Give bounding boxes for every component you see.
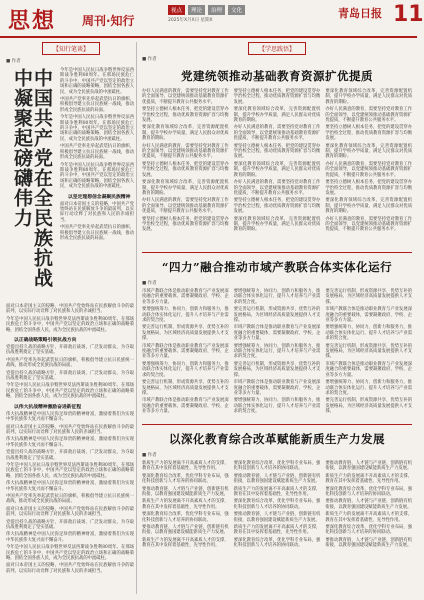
paragraph: 党提出持久战的战略方针，开辟敌后战场，广泛发动群众，为夺取抗战胜利奠定了坚实基础。 [6, 450, 134, 461]
paragraph: 办好人民满意的教育，需要坚持党对教育工作的全面领导，以党建统领推动基础教育资源扩优提质，不断提升教育公共服务水平。 [325, 216, 413, 233]
paragraph: 要深化教育综合改革，优化学科专业布局，强化科技创新与人才培养的协同联动。 [142, 512, 229, 523]
article-1 [142, 54, 412, 235]
paragraph: 要增强统筹力、协同力、创新力和服务力，推动联合体实体化运行，提升人才培养与产业需求的契合度。 [142, 361, 229, 378]
paragraph: 新质生产力的发展离不开高素质人才的支撑，教育在其中发挥着基础性、先导性作用。 [142, 499, 229, 510]
paragraph: 要完善运行机制，形成资源共享、优势互补的发展格局，为区域经济高质量发展提供人才支撑。 [325, 289, 413, 305]
paragraph: 今年是中国人民抗日战争暨世界反法西斯战争胜利80周年。在那场民族危亡的斗争中，中国共产党以坚定的政治立场和正确的战略策略，团结全国各族人民，成为全民族抗战的中流砥柱。 [6, 383, 134, 400]
paragraph: 要深化教育领域综合改革，完善资源配置机制，提升学校办学质量，满足人民群众对优质教育的期盼。 [233, 216, 321, 233]
paragraph: 办好人民满意的教育，需要坚持党对教育工作的全面领导，以党建统领推动基础教育资源扩优提质，不断提升教育公共服务水平。 [325, 107, 413, 124]
paragraph: 要增强统筹力、协同力、创新力和服务力，推动联合体实体化运行，提升人才培养与产业需求的契合度。 [142, 307, 229, 324]
paragraph: 面对日本帝国主义的侵略，中国共产党始终站在民族解放斗争的最前列，以实际行动诠释了对民族和人民的赤诚担当。 [60, 201, 134, 223]
paragraph: 要增强统筹力、协同力、创新力和服务力，推动联合体实体化运行，提升人才培养与产业需求的契合度。 [233, 398, 321, 415]
paragraph: 市域产教联合体是推动职业教育与产业发展深度融合的重要载体，需要凝聚政府、学校、企业等多方力量。 [233, 325, 321, 342]
paragraph: 要增强统筹力、协同力、创新力和服务力，推动联合体实体化运行，提升人才培养与产业需求的契合度。 [325, 380, 413, 396]
paragraph: 新质生产力的发展离不开高素质人才的支撑，教育在其中发挥着基础性、先导性作用。 [142, 461, 229, 472]
paragraph: 今年是中国人民抗日战争暨世界反法西斯战争胜利80周年。在那场民族危亡的斗争中，中国共产党以坚定的政治立场和正确的战略策略，团结全国各族人民，成为全民族抗战的中流砥柱。 [6, 462, 134, 479]
paragraph: 党提出持久战的战略方针，开辟敌后战场，广泛发动群众，为夺取抗战胜利奠定了坚实基础。 [6, 370, 134, 382]
author-line: ■ 作者 [142, 453, 157, 458]
paragraph: 要推动教育链、人才链与产业链、创新链有机衔接，以教育强国建设赋能新质生产力发展。 [325, 461, 413, 472]
vertical-headline: 中国共产党在全民族抗战中凝聚起磅礴伟力 [11, 68, 53, 288]
paragraph: 办好人民满意的教育，需要坚持党对教育工作的全面领导，以党建统领推动基础教育资源扩优提质，不断提升教育公共服务水平。 [142, 198, 229, 215]
paragraph: 市域产教联合体是推动职业教育与产业发展深度融合的重要载体，需要凝聚政府、学校、企业等多方力量。 [142, 398, 229, 415]
paragraph: 要深化教育综合改革，优化学科专业布局，强化科技创新与人才培养的协同联动。 [233, 499, 321, 510]
article-headline: 党建统领推动基础教育资源扩优提质 [181, 69, 373, 83]
paragraph: 面对日本帝国主义的侵略，中国共产党始终站在民族解放斗争的最前列，以实际行动诠释了对民族和人民的赤诚担当。 [6, 506, 134, 518]
paragraph: 要坚持立德树人根本任务，把党的建设贯穿办学治校全过程，推动优质教育资源扩容与均衡发展。 [233, 143, 321, 160]
paragraph: 要深化教育领域综合改革，完善资源配置机制，提升学校办学质量，满足人民群众对优质教育的期盼。 [233, 161, 321, 178]
author-line: ■ 作者 [142, 57, 157, 62]
tab-4: 文化 [228, 5, 245, 15]
tab-2: 理论 [188, 5, 205, 15]
left-column [6, 42, 137, 594]
paper-logo: 青岛日报 [338, 7, 382, 20]
paragraph: 要深化教育领域综合改革，完善资源配置机制，提升学校办学质量，满足人民群众对优质教育的期盼。 [325, 89, 413, 105]
paragraph: 要深化教育领域综合改革，完善资源配置机制，提升学校办学质量，满足人民群众对优质教育的期盼。 [233, 107, 321, 124]
paragraph: 市域产教联合体是推动职业教育与产业发展深度融合的重要载体，需要凝聚政府、学校、企业等多方力量。 [233, 380, 321, 396]
paragraph: 要推动教育链、人才链与产业链、创新链有机衔接，以教育强国建设赋能新质生产力发展。 [142, 525, 229, 536]
paragraph: 办好人民满意的教育，需要坚持党对教育工作的全面领导，以党建统领推动基础教育资源扩优提质，不断提升教育公共服务水平。 [142, 143, 229, 160]
paragraph: 要深化教育领域综合改革，完善资源配置机制，提升学校办学质量，满足人民群众对优质教育的期盼。 [325, 143, 413, 160]
paragraph: 中国共产党率先举起武装抗日的旗帜，积极倡导建立抗日民族统一战线，推动形成全民族抗战的局面。 [60, 225, 134, 241]
paragraph: 今年是中国人民抗日战争暨世界反法西斯战争胜利80周年。在那场民族危亡的斗争中，中国共产党以坚定的政治立场和正确的战略策略，团结全国各族人民，成为全民族抗战的中流砥柱。 [60, 68, 134, 95]
paragraph: 要坚持立德树人根本任务，把党的建设贯穿办学治校全过程，推动优质教育资源扩容与均衡发展。 [142, 216, 229, 233]
paragraph: 市域产教联合体是推动职业教育与产业发展深度融合的重要载体，需要凝聚政府、学校、企业等多方力量。 [142, 343, 229, 360]
paragraph: 要推动教育链、人才链与产业链、创新链有机衔接，以教育强国建设赋能新质生产力发展。 [142, 486, 229, 498]
paragraph: 要完善运行机制，形成资源共享、优势互补的发展格局，为区域经济高质量发展提供人才支撑。 [233, 307, 321, 324]
paragraph: 要深化教育领域综合改革，完善资源配置机制，提升学校办学质量，满足人民群众对优质教育的期盼。 [325, 198, 413, 215]
paragraph: 要深化教育领域综合改革，完善资源配置机制，提升学校办学质量，满足人民群众对优质教育的期盼。 [142, 125, 229, 142]
article-2 [142, 250, 412, 417]
paragraph: 要深化教育综合改革，优化学科专业布局，强化科技创新与人才培养的协同联动。 [233, 461, 321, 472]
column-label: 【知行笔谈】 [42, 42, 100, 55]
paragraph: 中国共产党率先举起武装抗日的旗帜，积极倡导建立抗日民族统一战线，推动形成全民族抗战的局面。 [60, 97, 134, 113]
paragraph: 要深化教育综合改革，优化学科专业布局，强化科技创新与人才培养的协同联动。 [325, 486, 413, 498]
paragraph: 市域产教联合体是推动职业教育与产业发展深度融合的重要载体，需要凝聚政府、学校、企业等多方力量。 [142, 289, 229, 305]
paragraph: 伟大抗战精神是中国人民弥足珍贵的精神财富，激励着我们为实现中华民族伟大复兴而不懈奋斗。 [6, 532, 134, 543]
paragraph: 面对日本帝国主义的侵略，中国共产党始终站在民族解放斗争的最前列，以实际行动诠释了对民族和人民的赤诚担当。 [6, 424, 134, 435]
paragraph: 要坚持立德树人根本任务，把党的建设贯穿办学治校全过程，推动优质教育资源扩容与均衡发展。 [233, 198, 321, 215]
paragraph: 办好人民满意的教育，需要坚持党对教育工作的全面领导，以党建统领推动基础教育资源扩优提质，不断提升教育公共服务水平。 [325, 161, 413, 178]
left-body-bottom [6, 304, 134, 576]
paragraph: 面对日本帝国主义的侵略，中国共产党始终站在民族解放斗争的最前列，以实际行动诠释了对民族和人民的赤诚担当。 [6, 563, 134, 574]
paragraph: 党提出持久战的战略方针，开辟敌后战场，广泛发动群众，为夺取抗战胜利奠定了坚实基础。 [6, 519, 134, 530]
subheading: 以坚定理想信念凝聚民族精神 [68, 193, 131, 200]
paragraph: 要增强统筹力、协同力、创新力和服务力，推动联合体实体化运行，提升人才培养与产业需求的契合度。 [233, 343, 321, 360]
paragraph: 办好人民满意的教育，需要坚持党对教育工作的全面领导，以党建统领推动基础教育资源扩优提质，不断提升教育公共服务水平。 [233, 180, 321, 196]
paragraph: 要完善运行机制，形成资源共享、优势互补的发展格局，为区域经济高质量发展提供人才支撑。 [142, 325, 229, 342]
paragraph: 要推动教育链、人才链与产业链、创新链有机衔接，以教育强国建设赋能新质生产力发展。 [325, 499, 413, 510]
paragraph: 要推动教育链、人才链与产业链、创新链有机衔接，以教育强国建设赋能新质生产力发展。 [325, 537, 413, 549]
masthead [0, 0, 424, 38]
paragraph: 要增强统筹力、协同力、创新力和服务力，推动联合体实体化运行，提升人才培养与产业需求的契合度。 [325, 325, 413, 342]
paragraph: 党提出持久战的战略方针，开辟敌后战场，广泛发动群众，为夺取抗战胜利奠定了坚实基础。 [6, 345, 134, 356]
tab-1: 视点 [168, 5, 185, 15]
paragraph: 办好人民满意的教育，需要坚持党对教育工作的全面领导，以党建统领推动基础教育资源扩优提质，不断提升教育公共服务水平。 [142, 89, 229, 105]
subheading: 以正确战略策略引领抗战方向 [14, 337, 77, 344]
paragraph: 要完善运行机制，形成资源共享、优势互补的发展格局，为区域经济高质量发展提供人才支撑。 [233, 361, 321, 378]
page-number: 11 [393, 2, 424, 27]
article-body [142, 289, 412, 417]
author-line: ■ 作者 [6, 59, 21, 64]
paragraph: 伟大抗战精神是中国人民弥足珍贵的精神财富，激励着我们为实现中华民族伟大复兴而不懈奋斗。 [6, 481, 134, 492]
section-brand: 思想 [8, 9, 57, 34]
paragraph: 今年是中国人民抗日战争暨世界反法西斯战争胜利80周年。在那场民族危亡的斗争中，中国共产党以坚定的政治立场和正确的战略策略，团结全国各族人民，成为全民族抗战的中流砥柱。 [60, 162, 134, 190]
paragraph: 要推动教育链、人才链与产业链、创新链有机衔接，以教育强国建设赋能新质生产力发展。 [233, 473, 321, 485]
paragraph: 要深化教育综合改革，优化学科专业布局，强化科技创新与人才培养的协同联动。 [325, 525, 413, 536]
paragraph: 要坚持立德树人根本任务，把党的建设贯穿办学治校全过程，推动优质教育资源扩容与均衡发展。 [233, 89, 321, 105]
divider [142, 424, 412, 425]
paragraph: 要推动教育链、人才链与产业链、创新链有机衔接，以教育强国建设赋能新质生产力发展。 [233, 512, 321, 523]
section-tabs [168, 5, 245, 15]
divider [142, 252, 412, 253]
paragraph: 中国共产党率先举起武装抗日的旗帜，积极倡导建立抗日民族统一战线，推动形成全民族抗战的局面。 [6, 493, 134, 505]
paragraph: 要增强统筹力、协同力、创新力和服务力，推动联合体实体化运行，提升人才培养与产业需求的契合度。 [233, 289, 321, 305]
paragraph: 市域产教联合体是推动职业教育与产业发展深度融合的重要载体，需要凝聚政府、学校、企业等多方力量。 [325, 307, 413, 324]
paragraph: 伟大抗战精神是中国人民弥足珍贵的精神财富，激励着我们为实现中华民族伟大复兴而不懈奋斗。 [6, 437, 134, 448]
paragraph: 今年是中国人民抗日战争暨世界反法西斯战争胜利80周年。在那场民族危亡的斗争中，中国共产党以坚定的政治立场和正确的战略策略，团结全国各族人民，成为全民族抗战的中流砥柱。 [6, 545, 134, 562]
left-body-top [60, 68, 134, 243]
paragraph: 市域产教联合体是推动职业教育与产业发展深度融合的重要载体，需要凝聚政府、学校、企业等多方力量。 [325, 361, 413, 378]
paragraph: 新质生产力的发展离不开高素质人才的支撑，教育在其中发挥着基础性、先导性作用。 [142, 537, 229, 549]
tab-3: 治理 [208, 5, 225, 15]
paragraph: 要深化教育综合改革，优化学科专业布局，强化科技创新与人才培养的协同联动。 [233, 537, 321, 549]
paragraph: 新质生产力的发展离不开高素质人才的支撑，教育在其中发挥着基础性、先导性作用。 [325, 512, 413, 523]
paragraph: 新质生产力的发展离不开高素质人才的支撑，教育在其中发挥着基础性、先导性作用。 [233, 525, 321, 536]
paragraph: 要完善运行机制，形成资源共享、优势互补的发展格局，为区域经济高质量发展提供人才支撑。 [325, 398, 413, 415]
paragraph: 伟大抗战精神是中国人民弥足珍贵的精神财富，激励着我们为实现中华民族伟大复兴而不懈奋斗。 [6, 411, 134, 423]
paragraph: 要坚持立德树人根本任务，把党的建设贯穿办学治校全过程，推动优质教育资源扩容与均衡发展。 [142, 107, 229, 124]
section-subtitle: 周刊·知行 [82, 14, 135, 28]
paragraph: 今年是中国人民抗日战争暨世界反法西斯战争胜利80周年。在那场民族危亡的斗争中，中国共产党以坚定的政治立场和正确的战略策略，团结全国各族人民，成为全民族抗战的中流砥柱。 [60, 115, 134, 142]
paragraph: 今年是中国人民抗日战争暨世界反法西斯战争胜利80周年。在那场民族危亡的斗争中，中国共产党以坚定的政治立场和正确的战略策略，团结全国各族人民，成为全民族抗战的中流砥柱。 [6, 316, 134, 333]
paragraph: 新质生产力的发展离不开高素质人才的支撑，教育在其中发挥着基础性、先导性作用。 [325, 473, 413, 485]
right-column [142, 42, 412, 594]
paragraph: 要坚持立德树人根本任务，把党的建设贯穿办学治校全过程，推动优质教育资源扩容与均衡发展。 [142, 161, 229, 178]
paragraph: 要深化教育综合改革，优化学科专业布局，强化科技创新与人才培养的协同联动。 [142, 473, 229, 485]
paragraph: 中国共产党率先举起武装抗日的旗帜，积极倡导建立抗日民族统一战线，推动形成全民族抗战的局面。 [60, 144, 134, 161]
paragraph: 中国共产党率先举起武装抗日的旗帜，积极倡导建立抗日民族统一战线，推动形成全民族抗战的局面。 [6, 357, 134, 369]
paragraph: 要深化教育领域综合改革，完善资源配置机制，提升学校办学质量，满足人民群众对优质教育的期盼。 [142, 180, 229, 196]
author-line: ■ 作者 [142, 281, 157, 286]
paragraph: 要完善运行机制，形成资源共享、优势互补的发展格局，为区域经济高质量发展提供人才支撑。 [325, 343, 413, 360]
paragraph: 要坚持立德树人根本任务，把党的建设贯穿办学治校全过程，推动优质教育资源扩容与均衡发展。 [325, 180, 413, 196]
paragraph: 办好人民满意的教育，需要坚持党对教育工作的全面领导，以党建统领推动基础教育资源扩优提质，不断提升教育公共服务水平。 [233, 125, 321, 142]
paragraph: 新质生产力的发展离不开高素质人才的支撑，教育在其中发挥着基础性、先导性作用。 [233, 486, 321, 498]
article-body [142, 89, 412, 235]
subheading: 以伟大抗战精神激励奋进新征程 [14, 403, 82, 410]
paragraph: 面对日本帝国主义的侵略，中国共产党始终站在民族解放斗争的最前列，以实际行动诠释了对民族和人民的赤诚担当。 [6, 304, 134, 315]
article-headline: “四力”融合推动市域产教联合体实体化运行 [161, 260, 393, 274]
paragraph: 要坚持立德树人根本任务，把党的建设贯穿办学治校全过程，推动优质教育资源扩容与均衡发展。 [325, 125, 413, 142]
article-headline: 以深化教育综合改革赋能新质生产力发展 [169, 432, 385, 446]
article-body [142, 461, 412, 551]
column-label: 【学思践悟】 [248, 42, 306, 55]
issue-info: 2025年X月X日 星期X [168, 18, 213, 23]
article-3 [142, 422, 412, 551]
paragraph: 要完善运行机制，形成资源共享、优势互补的发展格局，为区域经济高质量发展提供人才支撑。 [142, 380, 229, 396]
